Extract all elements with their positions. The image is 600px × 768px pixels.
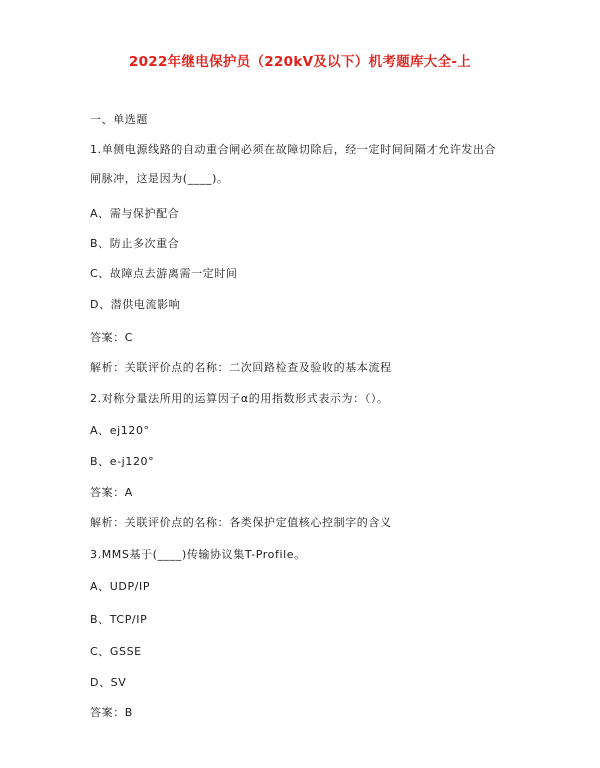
- question-1-option-a: A、需与保护配合: [90, 207, 180, 220]
- question-1-analysis: 解析：关联评价点的名称：二次回路检查及验收的基本流程: [90, 361, 392, 374]
- question-3-option-b: B、TCP/IP: [90, 613, 148, 626]
- document-title: 2022年继电保护员（220kV及以下）机考题库大全-上: [128, 54, 472, 70]
- question-3-option-d: D、SV: [90, 676, 127, 689]
- question-2-analysis: 解析：关联评价点的名称：各类保护定值核心控制字的含义: [90, 516, 392, 529]
- question-1-answer: 答案：C: [90, 331, 134, 344]
- question-1-option-c: C、故障点去游离需一定时间: [90, 267, 238, 280]
- question-1-option-d: D、潜供电流影响: [90, 298, 181, 311]
- question-2-answer: 答案：A: [90, 486, 133, 499]
- question-2-option-a: A、ej120°: [90, 424, 150, 437]
- question-1-stem-line-2: 闸脉冲，这是因为(____)。: [90, 172, 229, 185]
- question-1-option-b: B、防止多次重合: [90, 237, 180, 250]
- question-2-option-b: B、e-j120°: [90, 455, 155, 468]
- question-3-answer: 答案：B: [90, 706, 133, 719]
- question-3-option-c: C、GSSE: [90, 645, 142, 658]
- question-3-stem: 3.MMS基于(____)传输协议集T-Profile。: [90, 548, 306, 561]
- question-3-option-a: A、UDP/IP: [90, 580, 151, 593]
- section-heading: 一、单选题: [90, 113, 148, 126]
- question-1-stem-line-1: 1.单侧电源线路的自动重合闸必须在故障切除后，经一定时间间隔才允许发出合: [90, 143, 497, 156]
- question-2-stem: 2.对称分量法所用的运算因子α的用指数形式表示为：（）。: [90, 392, 389, 405]
